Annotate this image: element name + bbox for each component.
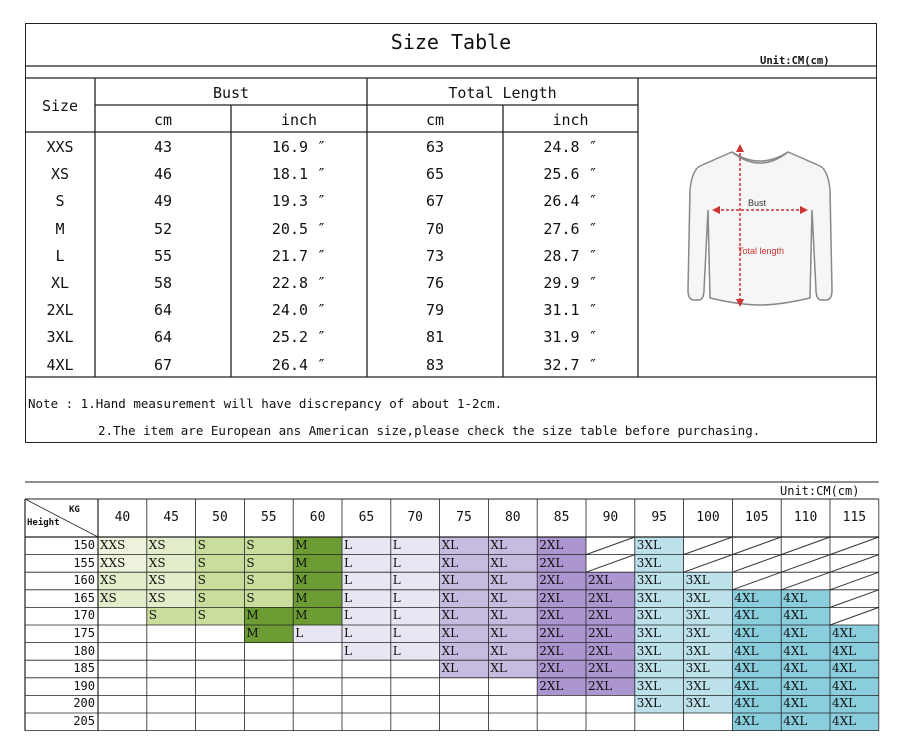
size-chart-cell: 4XL xyxy=(781,695,830,713)
size-chart-cell: XL xyxy=(440,643,489,661)
size-chart-cell: XL xyxy=(488,660,537,678)
bust-inch-cell: 24.0 ″ xyxy=(271,301,327,320)
size-chart-cell: 3XL xyxy=(635,625,684,643)
size-chart-cell: XL xyxy=(440,607,489,625)
size-chart-cell: L xyxy=(342,643,391,661)
length-inch-cell: 25.6 ″ xyxy=(543,165,598,184)
bust-cm-cell: 52 xyxy=(153,219,173,238)
size-chart-cell: L xyxy=(391,572,440,590)
weight-header: 115 xyxy=(842,510,867,525)
size-chart-cell: 4XL xyxy=(830,625,879,643)
height-header: 175 xyxy=(73,626,95,640)
size-chart-cell: S xyxy=(196,607,245,625)
page-title: Size Table xyxy=(390,30,512,54)
size-chart-cell: 2XL xyxy=(537,660,586,678)
size-chart-cell: 4XL xyxy=(732,607,781,625)
size-chart-cell: 2XL xyxy=(537,590,586,608)
bust-cm-cell: 64 xyxy=(153,301,173,320)
size-chart-cell: 4XL xyxy=(781,607,830,625)
size-chart-cell: 2XL xyxy=(537,572,586,590)
size-chart-cell: 4XL xyxy=(732,643,781,661)
size-chart-cell: S xyxy=(196,537,245,555)
bust-inch-cell: 20.5 ″ xyxy=(271,219,327,238)
note-line-1: Note : 1.Hand measurement will have discrepancy of about 1-2cm. xyxy=(28,396,503,411)
size-chart-cell: 3XL xyxy=(635,607,684,625)
size-chart-cell: 3XL xyxy=(635,590,684,608)
size-chart-cell: 2XL xyxy=(537,643,586,661)
size-chart-cell: 3XL xyxy=(684,660,733,678)
size-chart-cell: XL xyxy=(488,625,537,643)
size-cell: 3XL xyxy=(46,328,74,347)
size-chart-cell: 4XL xyxy=(830,678,879,696)
size-chart-cell: 3XL xyxy=(635,678,684,696)
size-chart-cell: XL xyxy=(488,537,537,555)
size-chart-cell: S xyxy=(244,537,293,555)
height-header: 185 xyxy=(73,661,95,676)
size-chart-cell: L xyxy=(342,555,391,573)
size-chart-cell: XL xyxy=(440,572,489,590)
bust-cm-cell: 67 xyxy=(153,355,173,374)
size-cell: 4XL xyxy=(46,355,74,374)
length-inch-cell: 31.9 ″ xyxy=(543,328,598,347)
size-chart-cell: L xyxy=(342,607,391,625)
size-chart-cell: L xyxy=(293,625,342,643)
size-chart-cell: XS xyxy=(147,555,196,573)
size-chart-cell: 3XL xyxy=(684,590,733,608)
size-chart-cell: XS xyxy=(147,572,196,590)
bust-inch-cell: 25.2 ″ xyxy=(271,328,327,347)
size-chart-cell: 2XL xyxy=(586,625,635,643)
bust-cm-cell: 46 xyxy=(153,165,173,184)
length-cm-cell: 65 xyxy=(425,165,445,184)
size-chart-cell: 2XL xyxy=(586,643,635,661)
size-chart-cell: M xyxy=(293,555,342,573)
size-chart-cell: 2XL xyxy=(586,590,635,608)
size-chart-cell: 4XL xyxy=(781,643,830,661)
size-chart-cell: 4XL xyxy=(732,625,781,643)
size-chart-cell: XXS xyxy=(98,537,147,555)
size-chart-cell: 3XL xyxy=(684,643,733,661)
weight-header: 110 xyxy=(793,510,818,525)
unit-label: Unit:CM(cm) xyxy=(760,55,830,67)
size-chart-cell: M xyxy=(293,590,342,608)
length-inch-header: inch xyxy=(552,111,589,129)
size-header: Size xyxy=(41,97,79,115)
size-chart-cell: 2XL xyxy=(537,555,586,573)
size-cell: XS xyxy=(50,165,70,184)
size-chart-cell: 4XL xyxy=(732,660,781,678)
size-chart-cell: S xyxy=(244,590,293,608)
length-inch-cell: 27.6 ″ xyxy=(543,219,598,238)
size-chart-cell: 3XL xyxy=(635,572,684,590)
weight-header: 95 xyxy=(651,510,668,525)
size-chart-cell: 3XL xyxy=(684,572,733,590)
size-chart-cell: 3XL xyxy=(635,537,684,555)
size-cell: M xyxy=(55,219,65,238)
size-cell: 2XL xyxy=(46,301,74,320)
size-cell: XL xyxy=(50,274,70,292)
weight-header: 70 xyxy=(407,510,424,525)
size-chart-cell: XL xyxy=(440,625,489,643)
size-chart-cell: XL xyxy=(488,590,537,608)
bust-inch-cell: 19.3 ″ xyxy=(271,192,327,211)
weight-header: 90 xyxy=(602,510,619,525)
size-chart-cell: L xyxy=(391,537,440,555)
size-chart-cell: 2XL xyxy=(537,625,586,643)
bust-inch-cell: 22.8 ″ xyxy=(271,274,327,292)
length-inch-cell: 24.8 ″ xyxy=(543,138,598,156)
size-chart-cell: 3XL xyxy=(684,625,733,643)
size-chart-cell: 3XL xyxy=(684,695,733,713)
size-chart-cell: L xyxy=(391,607,440,625)
size-chart-cell: S xyxy=(244,572,293,590)
height-header: 160 xyxy=(73,573,95,588)
size-cell: XXS xyxy=(46,138,74,156)
chart-unit-label: Unit:CM(cm) xyxy=(780,484,860,498)
length-cm-cell: 70 xyxy=(425,219,445,238)
weight-header: 100 xyxy=(696,510,720,525)
weight-header: 65 xyxy=(358,510,375,525)
weight-header: 55 xyxy=(260,510,277,525)
bust-cm-header: cm xyxy=(153,111,173,129)
weight-header: 85 xyxy=(553,510,570,525)
weight-header: 45 xyxy=(163,510,180,525)
size-chart-cell: 3XL xyxy=(635,555,684,573)
length-cm-cell: 73 xyxy=(425,246,445,265)
bust-inch-cell: 26.4 ″ xyxy=(271,355,327,374)
size-chart-cell: XS xyxy=(147,537,196,555)
bust-header: Bust xyxy=(212,84,250,102)
length-cm-cell: 63 xyxy=(425,138,445,156)
size-chart-cell: 4XL xyxy=(781,590,830,608)
height-header: 165 xyxy=(73,590,95,605)
size-chart-cell: 4XL xyxy=(830,660,879,678)
size-chart-cell: 4XL xyxy=(732,590,781,608)
length-inch-cell: 26.4 ″ xyxy=(543,192,598,211)
size-chart-cell: L xyxy=(391,590,440,608)
weight-header: 80 xyxy=(504,510,521,525)
size-cell: S xyxy=(55,192,65,211)
bust-inch-cell: 18.1 ″ xyxy=(271,165,327,184)
size-chart-cell: 3XL xyxy=(684,678,733,696)
bust-cm-cell: 58 xyxy=(153,274,173,292)
size-chart-cell: 3XL xyxy=(684,607,733,625)
size-chart-cell: XS xyxy=(98,590,147,608)
length-cm-cell: 79 xyxy=(425,301,445,320)
size-chart-cell: XS xyxy=(147,590,196,608)
corner-height-label: Height xyxy=(27,518,60,528)
size-chart-cell: M xyxy=(293,537,342,555)
size-chart-cell: 2XL xyxy=(537,607,586,625)
weight-header: 75 xyxy=(456,510,472,525)
length-cm-cell: 76 xyxy=(425,274,445,292)
size-chart-cell: L xyxy=(391,643,440,661)
size-chart-cell: 3XL xyxy=(635,660,684,678)
size-chart-cell: 4XL xyxy=(781,660,830,678)
height-header: 200 xyxy=(73,696,95,711)
size-chart-cell: M xyxy=(293,572,342,590)
bust-inch-header: inch xyxy=(280,111,318,129)
weight-header: 40 xyxy=(114,510,131,525)
length-cm-header: cm xyxy=(425,111,445,129)
size-chart-cell: 4XL xyxy=(830,695,879,713)
size-chart-cell: 3XL xyxy=(635,643,684,661)
bust-diagram-label: Bust xyxy=(748,198,767,208)
size-chart-cell: 4XL xyxy=(732,695,781,713)
height-header: 180 xyxy=(73,643,95,658)
bust-cm-cell: 64 xyxy=(153,328,173,347)
size-chart-cell: S xyxy=(196,572,245,590)
size-chart-cell: 4XL xyxy=(732,678,781,696)
height-header: 190 xyxy=(73,678,95,693)
size-chart-cell: 2XL xyxy=(537,537,586,555)
size-chart-cell: M xyxy=(293,607,342,625)
length-cm-cell: 81 xyxy=(425,328,445,347)
height-header: 150 xyxy=(73,538,95,552)
length-diagram-label: Total length xyxy=(738,246,785,256)
length-cm-cell: 67 xyxy=(425,192,445,211)
size-chart-cell: XL xyxy=(440,555,489,573)
size-chart-cell: 4XL xyxy=(830,643,879,661)
weight-header: 60 xyxy=(309,510,326,525)
bust-cm-cell: 49 xyxy=(153,192,173,211)
size-chart-cell: S xyxy=(196,590,245,608)
weight-header: 105 xyxy=(745,510,769,525)
size-chart-cell: XL xyxy=(440,537,489,555)
size-chart-cell: S xyxy=(244,555,293,573)
size-chart-cell: 2XL xyxy=(586,678,635,696)
bust-inch-cell: 21.7 ″ xyxy=(271,246,327,265)
size-chart-cell: 4XL xyxy=(732,713,781,731)
size-chart-cell: 4XL xyxy=(781,678,830,696)
weight-header: 50 xyxy=(212,510,228,525)
size-chart-cell: XS xyxy=(98,572,147,590)
size-chart-cell: L xyxy=(342,572,391,590)
size-chart-cell: M xyxy=(244,625,293,643)
length-inch-cell: 32.7 ″ xyxy=(543,355,598,374)
size-chart-cell: XL xyxy=(488,607,537,625)
size-chart-cell: L xyxy=(391,555,440,573)
size-chart-cell: 2XL xyxy=(586,572,635,590)
height-header: 155 xyxy=(73,555,95,570)
length-inch-cell: 28.7 ″ xyxy=(543,246,598,265)
size-chart-cell: XL xyxy=(440,590,489,608)
size-chart-cell: 2XL xyxy=(586,660,635,678)
size-chart-cell: 4XL xyxy=(781,713,830,731)
size-chart-cell: XXS xyxy=(98,555,147,573)
length-inch-cell: 29.9 ″ xyxy=(543,274,598,292)
size-chart-cell: XL xyxy=(488,572,537,590)
size-chart-cell: 2XL xyxy=(537,678,586,696)
bust-inch-cell: 16.9 ″ xyxy=(271,138,327,156)
height-header: 170 xyxy=(73,608,95,623)
size-chart-cell: S xyxy=(147,607,196,625)
size-chart-cell: XL xyxy=(488,643,537,661)
size-chart-cell: S xyxy=(196,555,245,573)
bust-cm-cell: 55 xyxy=(153,246,173,265)
height-header: 205 xyxy=(73,714,95,728)
length-header: Total Length xyxy=(448,84,557,102)
size-chart-cell: 3XL xyxy=(635,695,684,713)
corner-kg-label: KG xyxy=(69,505,80,515)
size-chart-cell: 4XL xyxy=(830,713,879,731)
size-chart-cell: XL xyxy=(440,660,489,678)
note-line-2: 2.The item are European ans American size,please check the size table before purchasing. xyxy=(98,423,761,438)
size-chart-cell: XL xyxy=(488,555,537,573)
size-chart-cell: 2XL xyxy=(586,607,635,625)
length-cm-cell: 83 xyxy=(425,355,445,374)
size-cell: L xyxy=(55,246,65,265)
size-chart-cell: 4XL xyxy=(781,625,830,643)
size-chart-cell: L xyxy=(342,625,391,643)
size-chart-cell: M xyxy=(244,607,293,625)
bust-cm-cell: 43 xyxy=(153,138,173,156)
size-chart-cell: L xyxy=(342,590,391,608)
size-chart-cell: L xyxy=(342,537,391,555)
length-inch-cell: 31.1 ″ xyxy=(543,301,598,320)
size-chart-cell: L xyxy=(391,625,440,643)
